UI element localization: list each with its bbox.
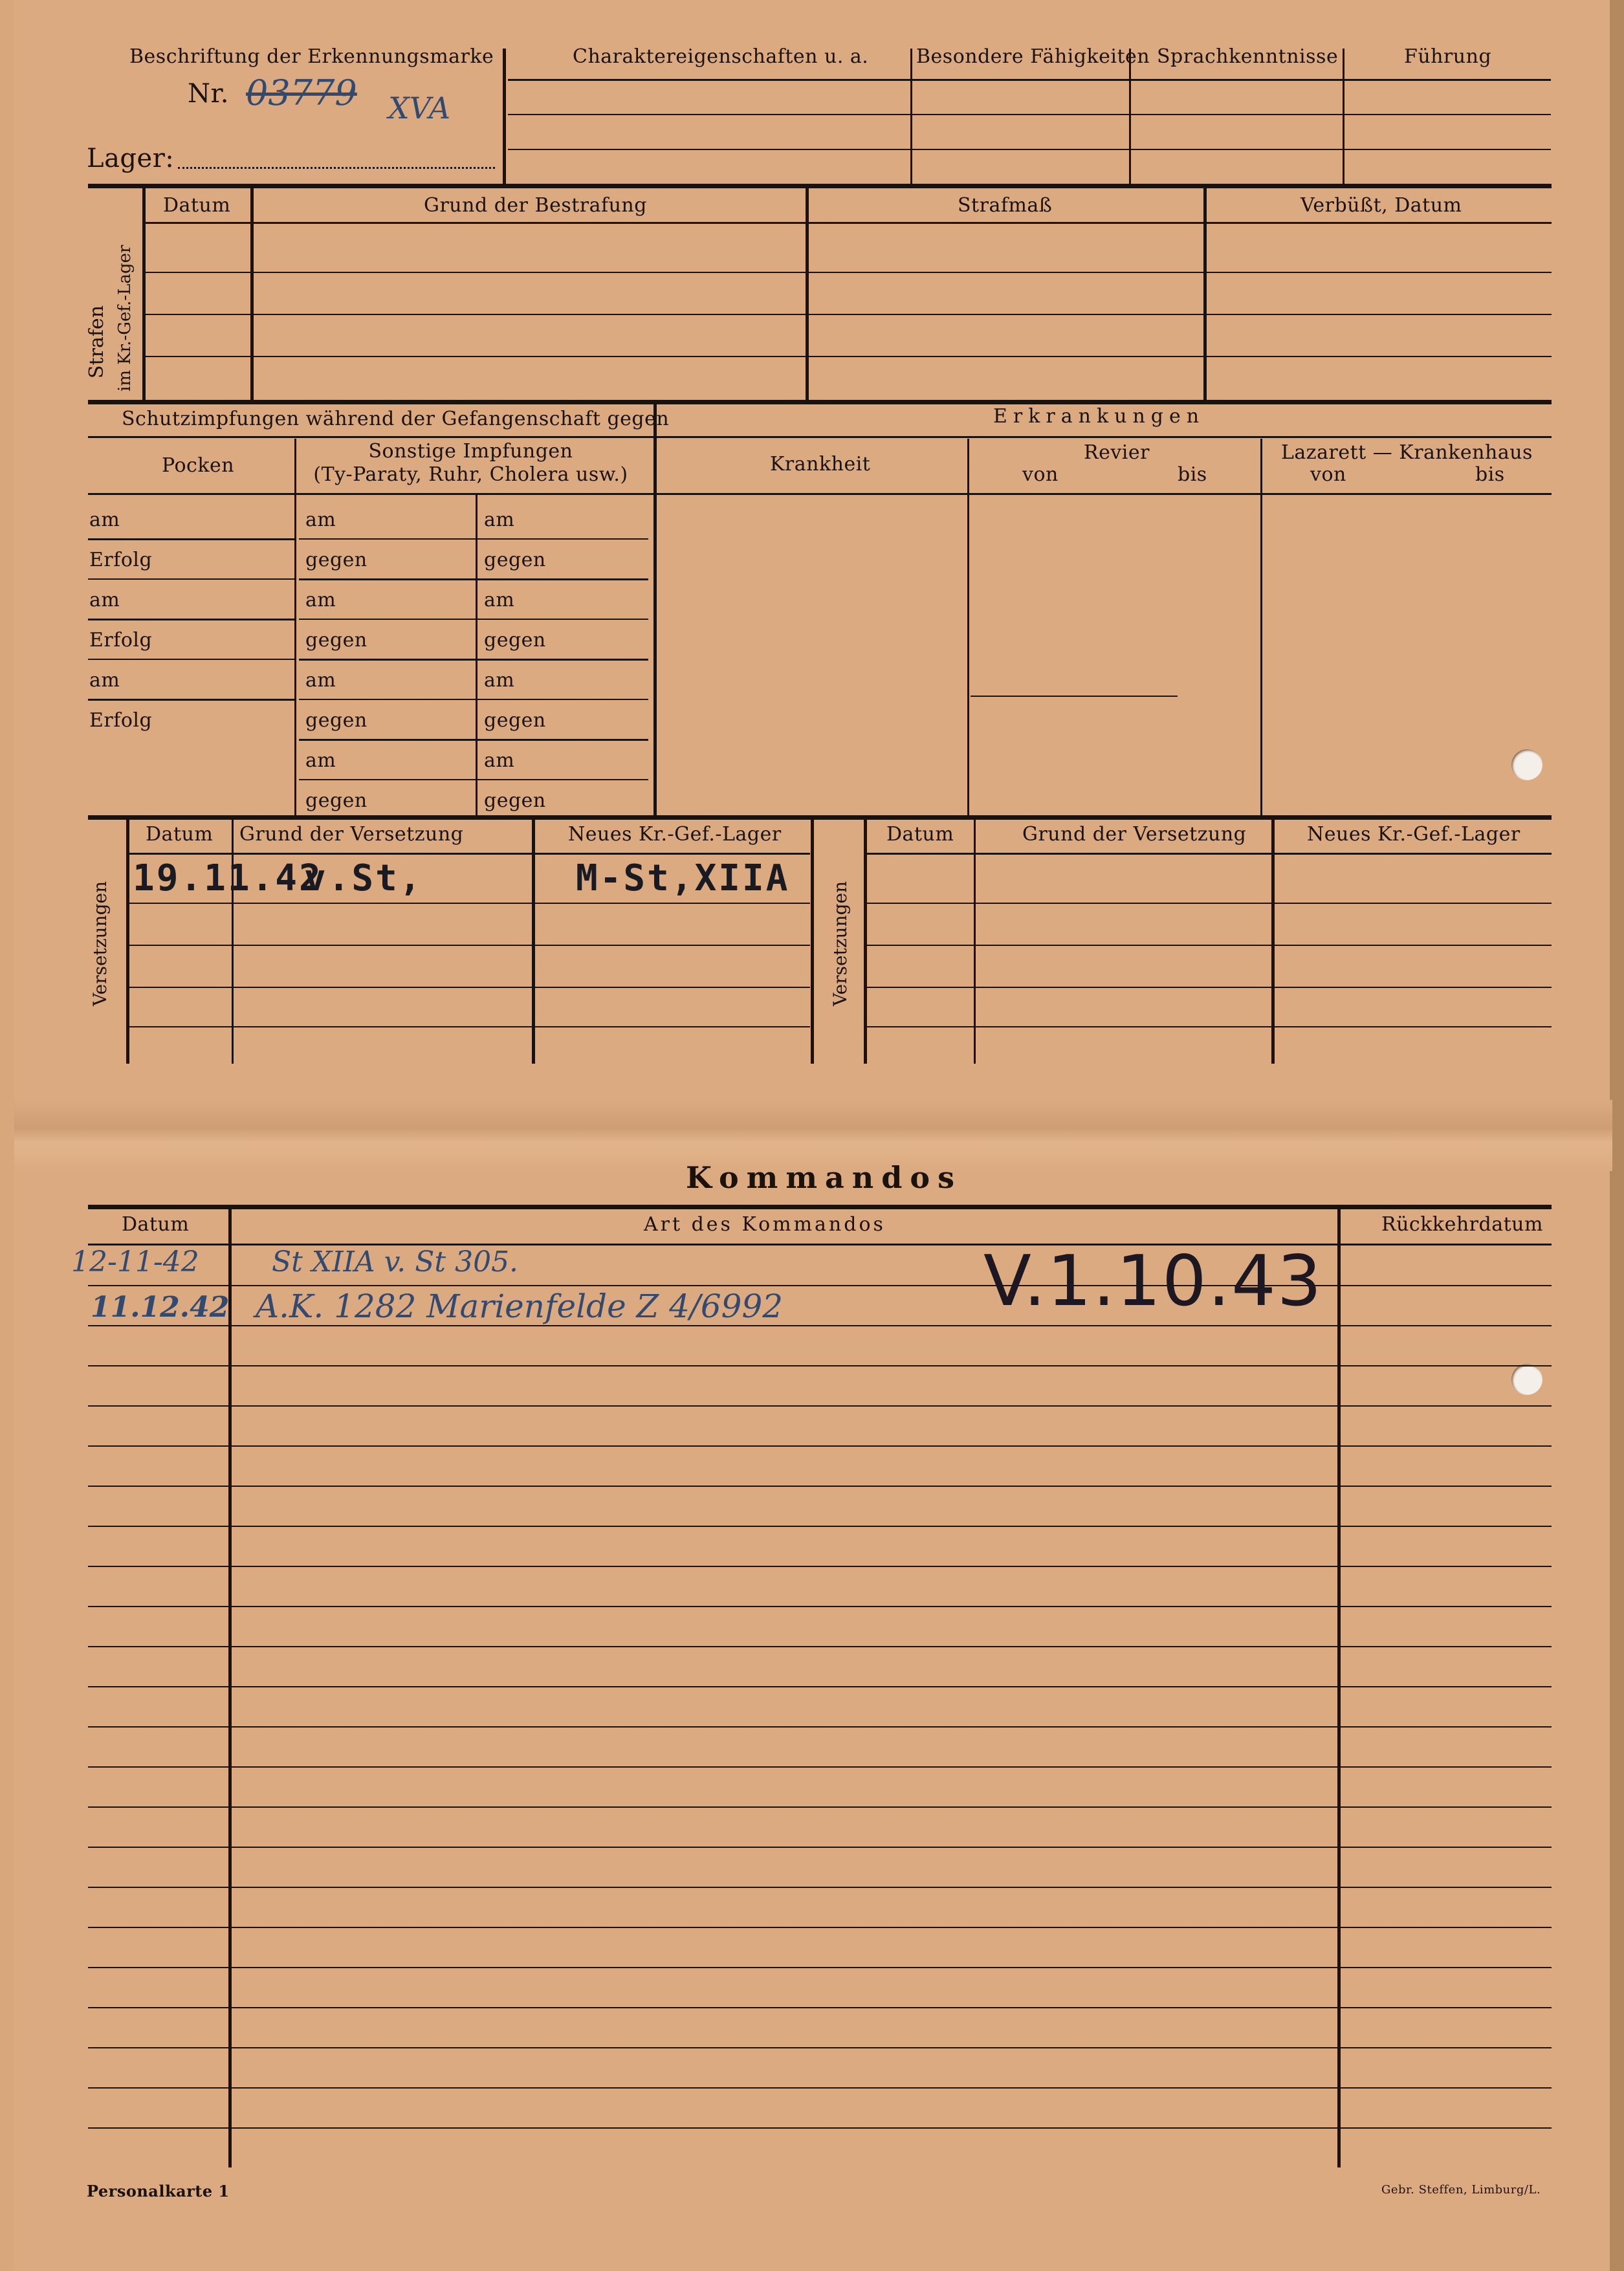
kommando-row1-art: St XIIA v. St 305. xyxy=(272,1245,519,1278)
rule xyxy=(88,815,1552,820)
pocken-row: Erfolg xyxy=(89,549,153,571)
sonstige-row: am xyxy=(305,749,336,772)
versetzungen-side-label-2: Versetzungen xyxy=(829,881,851,1006)
verbuesst-label: Verbüßt, Datum xyxy=(1300,194,1462,217)
kommando-rule xyxy=(88,1325,1552,1326)
kommando-rule xyxy=(88,2087,1552,2089)
rule xyxy=(508,114,1551,115)
rule xyxy=(653,402,657,817)
kommando-rule xyxy=(88,1766,1552,1768)
versetzung-entry-grund: v.St, xyxy=(304,857,423,899)
strafen-grund-label: Grund der Bestrafung xyxy=(424,194,647,217)
versetzung-lager-label: Neues Kr.-Gef.-Lager xyxy=(568,823,782,846)
sonstige-row: am xyxy=(484,509,515,531)
rule xyxy=(142,188,146,401)
sprachen-label: Sprachkenntnisse xyxy=(1157,45,1339,68)
rule xyxy=(508,149,1551,150)
strafen-datum-label: Datum xyxy=(163,194,231,217)
sonstige-row: gegen xyxy=(305,549,368,571)
rule xyxy=(1337,1207,1341,2167)
kommando-row2-datum: 11.12.42 xyxy=(91,1291,230,1324)
rule xyxy=(910,49,912,184)
rule xyxy=(88,436,1552,438)
pocken-row: am xyxy=(89,589,120,611)
sonstige-row: gegen xyxy=(305,629,368,652)
kommando-rule xyxy=(88,1285,1552,1286)
lager-label: Lager: xyxy=(87,144,175,173)
rule xyxy=(250,188,254,401)
pocken-label: Pocken xyxy=(162,454,235,477)
rule xyxy=(1203,188,1207,401)
rule xyxy=(88,578,294,580)
rule xyxy=(299,779,648,780)
rule xyxy=(88,538,294,540)
versetzung-datum-label-2: Datum xyxy=(886,823,954,846)
sonstige-row: gegen xyxy=(484,629,546,652)
revier-label: Revier xyxy=(1084,441,1150,464)
revier-von-label: von xyxy=(1022,463,1059,486)
strafen-side-label: Strafen xyxy=(85,305,108,378)
rule xyxy=(88,493,1552,495)
kommando-rule xyxy=(88,1566,1552,1567)
kommando-rule xyxy=(88,1486,1552,1487)
kommando-rule xyxy=(88,1806,1552,1808)
rule xyxy=(971,696,1178,697)
kommando-stamp: V.1.10.43 xyxy=(983,1241,1323,1322)
sonstige-row: gegen xyxy=(305,789,368,812)
rule xyxy=(146,222,1552,224)
versetzung-entry-lager: M-St,XIIA xyxy=(576,857,790,899)
rule xyxy=(299,578,648,580)
kommando-rule xyxy=(88,1526,1552,1527)
rule xyxy=(129,903,810,904)
faehigkeiten-label: Besondere Fähigkeiten xyxy=(916,45,1150,68)
sonstige-row: am xyxy=(305,669,336,692)
revier-bis-label: bis xyxy=(1178,463,1207,486)
rule xyxy=(146,314,1552,315)
rule xyxy=(88,184,1552,188)
kommando-rule xyxy=(88,1726,1552,1728)
rule xyxy=(129,1026,810,1027)
rule xyxy=(146,272,1552,273)
nr-label: Nr. xyxy=(188,79,229,109)
rule xyxy=(867,945,1552,946)
rule xyxy=(503,49,506,184)
rule xyxy=(299,739,648,741)
kommando-rule xyxy=(88,1927,1552,1928)
sonstige-row: am xyxy=(484,589,515,611)
rule xyxy=(299,538,648,540)
rule xyxy=(294,439,296,493)
pocken-row: Erfolg xyxy=(89,709,153,732)
kommando-row2-art: A.K. 1282 Marienfelde Z 4/6992 xyxy=(256,1288,784,1325)
pocken-row: am xyxy=(89,509,120,531)
rule xyxy=(129,853,810,855)
punch-hole xyxy=(1511,749,1542,780)
rule xyxy=(88,400,1552,404)
rule xyxy=(508,79,1551,81)
sonstige-label-1: Sonstige Impfungen xyxy=(368,440,573,463)
lazarett-von-label: von xyxy=(1310,463,1346,486)
erkrankungen-title: Erkrankungen xyxy=(993,405,1205,428)
rule xyxy=(129,945,810,946)
sonstige-row: am xyxy=(484,669,515,692)
kommandos-title: Kommandos xyxy=(686,1160,962,1195)
versetzung-grund-label: Grund der Versetzung xyxy=(239,823,464,846)
fuehrung-label: Führung xyxy=(1404,45,1492,68)
versetzung-entry-datum: 19.11.42 xyxy=(133,857,323,899)
lager-field xyxy=(178,167,495,169)
charakter-label: Charaktereigenschaften u. a. xyxy=(573,45,869,68)
rule xyxy=(146,356,1552,357)
rule xyxy=(867,1026,1552,1027)
nr-value: 03779 xyxy=(246,72,357,113)
rule xyxy=(867,853,1552,855)
sonstige-label-2: (Ty-Paraty, Ruhr, Cholera usw.) xyxy=(313,463,628,486)
kommando-row1-datum: 12-11-42 xyxy=(71,1245,199,1278)
rule xyxy=(129,987,810,988)
footer-left: Personalkarte 1 xyxy=(87,2182,230,2200)
kommando-rule xyxy=(88,2007,1552,2008)
rule xyxy=(806,188,809,401)
rule xyxy=(867,903,1552,904)
rule xyxy=(294,495,296,817)
rule xyxy=(1343,49,1344,184)
lazarett-label: Lazarett — Krankenhaus xyxy=(1281,441,1533,464)
lazarett-bis-label: bis xyxy=(1475,463,1505,486)
kommando-rule xyxy=(88,1405,1552,1407)
footer-right: Gebr. Steffen, Limburg/L. xyxy=(1381,2183,1541,2197)
rule xyxy=(867,987,1552,988)
kommando-rule xyxy=(88,1646,1552,1647)
rule xyxy=(476,495,477,817)
sonstige-row: gegen xyxy=(484,549,546,571)
rule xyxy=(228,1207,232,2167)
pocken-row: am xyxy=(89,669,120,692)
rule xyxy=(1129,49,1131,184)
sonstige-row: gegen xyxy=(484,709,546,732)
rule xyxy=(299,659,648,661)
kommando-rule xyxy=(88,1445,1552,1447)
sonstige-row: gegen xyxy=(484,789,546,812)
krankheit-label: Krankheit xyxy=(770,453,871,476)
rule xyxy=(811,818,814,1064)
rule xyxy=(88,659,294,660)
sonstige-row: gegen xyxy=(305,709,368,732)
kommando-rule xyxy=(88,1887,1552,1888)
strafmass-label: Strafmaß xyxy=(958,194,1053,217)
rule xyxy=(88,619,294,620)
rule xyxy=(299,619,648,620)
kommando-rule xyxy=(88,1967,1552,1968)
kommando-rule xyxy=(88,1365,1552,1366)
punch-hole xyxy=(1511,1364,1542,1395)
versetzungen-side-label: Versetzungen xyxy=(89,881,111,1006)
sonstige-row: am xyxy=(305,589,336,611)
impfungen-title: Schutzimpfungen während der Gefangenschaft gegen xyxy=(122,408,670,430)
rule xyxy=(299,699,648,700)
sonstige-row: am xyxy=(305,509,336,531)
rule xyxy=(1260,439,1262,817)
rule xyxy=(88,1205,1552,1209)
rueckkehr-label: Rückkehrdatum xyxy=(1381,1213,1543,1236)
kommando-art-label: Art des Kommandos xyxy=(644,1213,886,1236)
kommando-rule xyxy=(88,1847,1552,1848)
rule xyxy=(967,439,969,817)
pocken-row: Erfolg xyxy=(89,629,153,652)
nr-suffix: XVA xyxy=(388,91,451,126)
sonstige-row: am xyxy=(484,749,515,772)
kommando-rule xyxy=(88,2047,1552,2048)
erkennungsmarke-label: Beschriftung der Erkennungsmarke xyxy=(129,45,494,68)
kommando-datum-label: Datum xyxy=(122,1213,190,1236)
versetzung-grund-label-2: Grund der Versetzung xyxy=(1022,823,1247,846)
kommando-rule xyxy=(88,2127,1552,2129)
kommando-rule xyxy=(88,1686,1552,1687)
strafen-side-label-2: im Kr.-Gef.-Lager xyxy=(115,245,135,391)
versetzung-lager-label-2: Neues Kr.-Gef.-Lager xyxy=(1307,823,1520,846)
rule xyxy=(88,699,294,701)
versetzung-datum-label: Datum xyxy=(146,823,214,846)
kommando-rule xyxy=(88,1606,1552,1607)
